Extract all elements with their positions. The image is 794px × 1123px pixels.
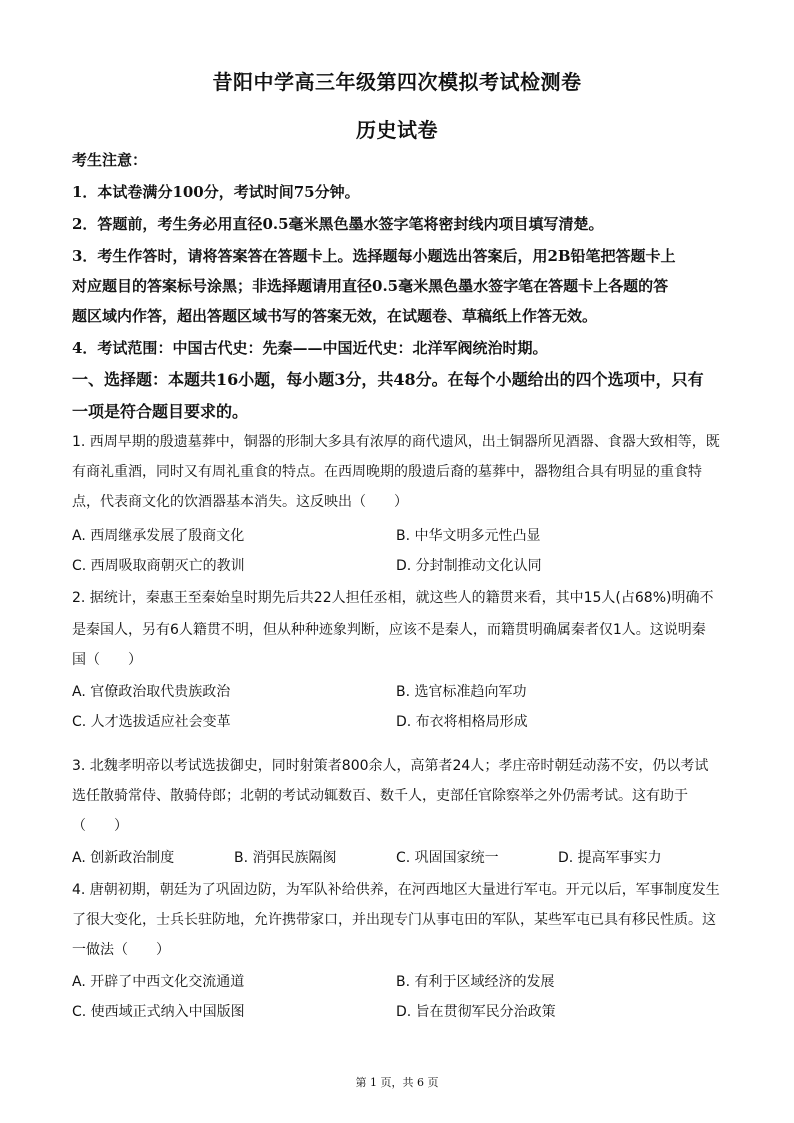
- question-3-option-b[interactable]: B. 消弭民族隔阂: [234, 850, 337, 866]
- question-1-text: 1. 西周早期的殷遗墓葬中，铜器的形制大多具有浓厚的商代遗风，出土铜器所见酒器、食器大致相等，既: [72, 434, 720, 450]
- question-3-option-a[interactable]: A. 创新政治制度: [72, 850, 175, 866]
- notice-item: 1．本试卷满分100分，考试时间75分钟。: [72, 183, 360, 201]
- question-4-option-d[interactable]: D. 旨在贯彻军民分治政策: [396, 1004, 556, 1020]
- section-heading: 一项是符合题目要求的。: [72, 402, 249, 421]
- question-1-text: 有商礼重酒，同时又有周礼重食的特点。在西周晚期的殷遗后裔的墓葬中，器物组合具有明显的重食特: [72, 464, 702, 480]
- question-3-option-d[interactable]: D. 提高军事实力: [558, 850, 662, 866]
- question-1-option-b[interactable]: B. 中华文明多元性凸显: [396, 528, 541, 544]
- notice-item: 对应题目的答案标号涂黑；非选择题请用直径0.5毫米黑色墨水签字笔在答题卡上各题的答: [72, 277, 669, 295]
- question-2-option-a[interactable]: A. 官僚政治取代贵族政治: [72, 684, 231, 700]
- question-1-text: 点，代表商文化的饮酒器基本消失。这反映出（ ）: [72, 494, 408, 510]
- exam-title: 昔阳中学高三年级第四次模拟考试检测卷: [212, 70, 582, 94]
- question-3-text: 3. 北魏孝明帝以考试选拔御史，同时射策者800余人，高第者24人；孝庄帝时朝廷动荡不安，仍以考试: [72, 758, 709, 774]
- question-2-text: 国（ ）: [72, 652, 142, 668]
- question-2-option-d[interactable]: D. 布衣将相格局形成: [396, 714, 528, 730]
- question-2-option-c[interactable]: C. 人才选拔适应社会变革: [72, 714, 231, 730]
- section-heading: 一、选择题：本题共16小题，每小题3分，共48分。在每个小题给出的四个选项中，只有: [72, 370, 704, 389]
- question-2-text: 是秦国人，另有6人籍贯不明，但从种种迹象判断，应该不是秦人，而籍贯明确属秦者仅1人。这说明秦: [72, 622, 706, 638]
- question-4-option-a[interactable]: A. 开辟了中西文化交流通道: [72, 974, 245, 990]
- notice-heading: 考生注意：: [72, 151, 148, 169]
- question-4-option-b[interactable]: B. 有利于区域经济的发展: [396, 974, 555, 990]
- question-2-option-b[interactable]: B. 选官标准趋向军功: [396, 684, 527, 700]
- question-1-option-a[interactable]: A. 西周继承发展了殷商文化: [72, 528, 245, 544]
- question-1-option-d[interactable]: D. 分封制推动文化认同: [396, 558, 542, 574]
- notice-item: 题区域内作答，超出答题区域书写的答案无效，在试题卷、草稿纸上作答无效。: [72, 307, 598, 325]
- notice-item: 4．考试范围：中国古代史：先秦——中国近代史：北洋军阀统治时期。: [72, 339, 548, 357]
- notice-item: 2．答题前，考生务必用直径0.5毫米黑色墨水签字笔将密封线内项目填写清楚。: [72, 215, 604, 233]
- question-3-text: 选任散骑常侍、散骑侍郎；北朝的考试动辄数百、数千人，吏部任官除察举之外仍需考试。这有助于: [72, 788, 688, 804]
- exam-subtitle: 历史试卷: [356, 118, 438, 142]
- page-footer: 第 1 页，共 6 页: [355, 1076, 439, 1089]
- question-3-text: （ ）: [72, 818, 128, 834]
- question-4-text: 4. 唐朝初期，朝廷为了巩固边防，为军队补给供养，在河西地区大量进行军屯。开元以后，军事制度发生: [72, 882, 720, 898]
- notice-item: 3．考生作答时，请将答案答在答题卡上。选择题每小题选出答案后，用2B铅笔把答题卡上: [72, 247, 676, 265]
- question-4-option-c[interactable]: C. 使西域正式纳入中国版图: [72, 1004, 245, 1020]
- question-4-text: 一做法（ ）: [72, 942, 170, 958]
- question-2-text: 2. 据统计，秦惠王至秦始皇时期先后共22人担任丞相，就这些人的籍贯来看，其中15人(占68%)明确不: [72, 590, 714, 606]
- question-4-text: 了很大变化，士兵长驻防地，允许携带家口，并出现专门从事屯田的军队，某些军屯已具有移民性质。这: [72, 912, 716, 928]
- question-1-option-c[interactable]: C. 西周吸取商朝灭亡的教训: [72, 558, 245, 574]
- question-3-option-c[interactable]: C. 巩固国家统一: [396, 850, 499, 866]
